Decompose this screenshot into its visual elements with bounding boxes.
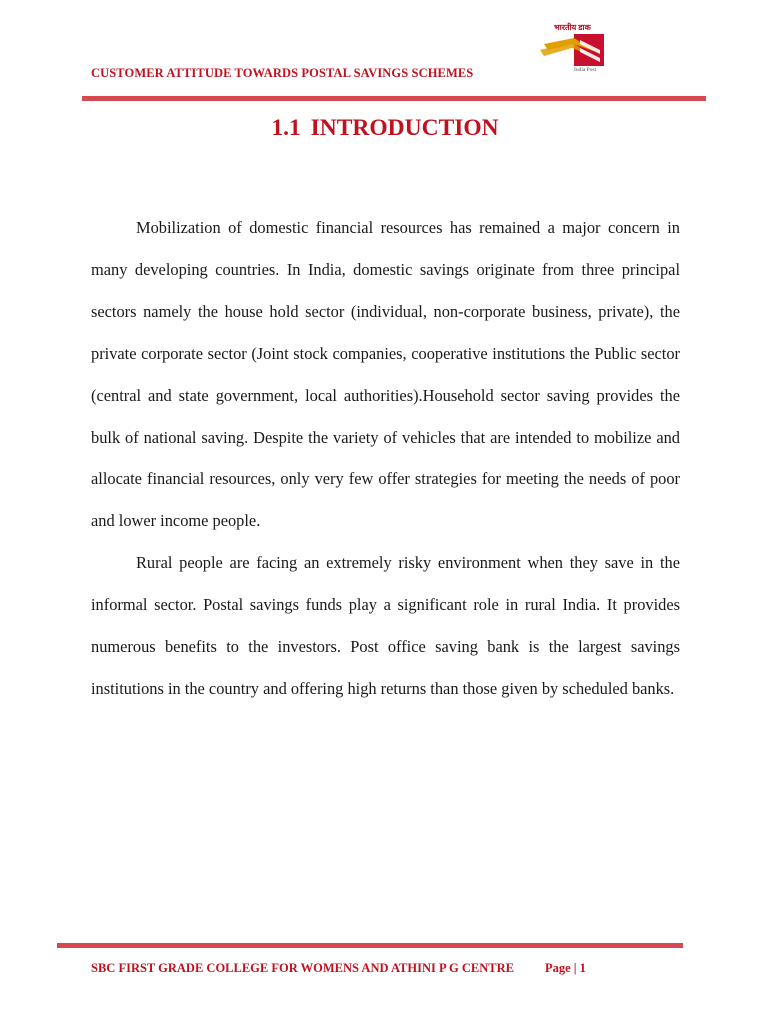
logo-text-top: भारतीय डाक <box>554 23 591 32</box>
paragraph: Rural people are facing an extremely risky environment when they save in the informal sector. Postal savings funds play a significant role in rural India. It provides numerous benefits to the investors. Post office saving bank is the largest savings institutions in the country and offering high returns than those given by scheduled banks. <box>91 553 680 698</box>
body-text <box>91 207 680 710</box>
india-post-logo-icon <box>538 30 620 70</box>
logo-text-bottom: India Post <box>574 67 597 73</box>
header-divider <box>82 96 706 101</box>
page-number: Page | 1 <box>545 961 586 975</box>
footer-divider <box>57 943 683 948</box>
paragraph: Mobilization of domestic financial resources has remained a major concern in many developing countries. In India, domestic savings originate from three principal sectors namely the house hold sector (individual, non-corporate business, private), the private corporate sector (Joint stock companies, cooperative institutions the Public sector (central and state government, local authorities).Household sector saving provides the bulk of national saving. Despite the variety of vehicles that are intended to mobilize and allocate financial resources, only very few offer strategies for meeting the needs of poor and lower income people. <box>91 218 680 531</box>
header-title: CUSTOMER ATTITUDE TOWARDS POSTAL SAVINGS SCHEMES <box>91 66 474 80</box>
section-heading: 1.1 INTRODUCTION <box>271 115 499 141</box>
footer-college: SBC FIRST GRADE COLLEGE FOR WOMENS AND ATHINI P G CENTRE <box>91 961 514 975</box>
india-post-logo <box>538 22 620 78</box>
